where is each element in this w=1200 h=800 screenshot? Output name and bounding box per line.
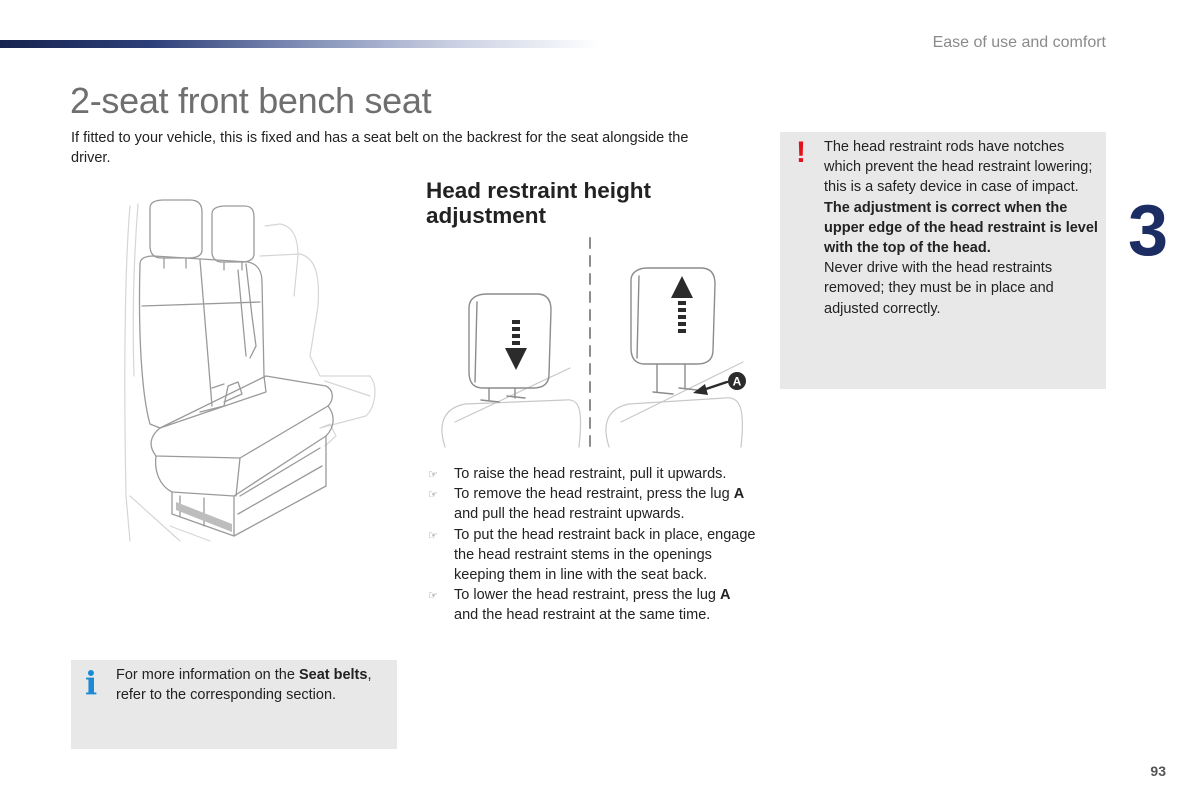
warning-text xyxy=(824,137,1098,319)
info-text xyxy=(116,665,396,705)
head-restraint-illustration xyxy=(425,232,755,452)
lug-reference: A xyxy=(733,486,745,503)
warning-paragraph: Never drive with the head restraints removed; they must be in place and adjusted correctly. xyxy=(824,260,1054,317)
warning-emphasis: The adjustment is correct when the upper edge of the head restraint is level with the top of the head. xyxy=(824,199,1098,257)
step-text: and pull the head restraint upwards. xyxy=(454,506,685,523)
seat-belts-reference: Seat belts xyxy=(298,667,368,683)
page-number: 93 xyxy=(1150,763,1166,779)
step-text: and the head restraint at the same time. xyxy=(454,607,711,624)
warning-exclamation-icon: ! xyxy=(796,136,806,169)
info-text-part: For more information on the xyxy=(116,667,299,683)
info-icon: i xyxy=(85,664,98,702)
step-text: To put the head restraint back in place, engage the head restraint stems in the openings keeping them in line with the seat back. xyxy=(454,526,756,584)
pointing-hand-icon: ☞ xyxy=(428,489,438,502)
chapter-number: 3 xyxy=(1128,191,1167,271)
intro-paragraph: If fitted to your vehicle, this is fixed and has a seat belt on the backrest for the seat alongside the driver. xyxy=(71,130,689,166)
lug-a-label: A xyxy=(732,374,742,389)
head-restraint-steps xyxy=(426,464,756,626)
step-item xyxy=(426,585,756,625)
warning-paragraph: The head restraint rods have notches which prevent the head restraint lowering; this is a safety device in case of impact. xyxy=(824,139,1093,196)
step-item xyxy=(426,484,756,524)
page-title: 2-seat front bench seat xyxy=(70,80,432,121)
step-text: To lower the head restraint, press the lug xyxy=(454,587,720,604)
step-item xyxy=(426,525,756,586)
header-gradient-bar xyxy=(0,40,600,48)
lug-reference: A xyxy=(719,587,731,604)
info-text-part: , refer to the corresponding section. xyxy=(116,667,372,704)
warning-box xyxy=(780,132,1106,389)
step-text: To remove the head restraint, press the lug xyxy=(454,486,734,503)
step-text: To raise the head restraint, pull it upwards. xyxy=(454,466,727,482)
pointing-hand-icon: ☞ xyxy=(428,590,438,603)
head-restraint-heading: Head restraint height adjustment xyxy=(426,178,652,228)
step-item xyxy=(426,464,756,484)
section-title: Ease of use and comfort xyxy=(932,34,1106,51)
pointing-hand-icon: ☞ xyxy=(428,529,438,542)
pointing-hand-icon: ☞ xyxy=(428,469,438,481)
bench-seat-illustration xyxy=(120,196,390,546)
info-box xyxy=(71,660,397,749)
